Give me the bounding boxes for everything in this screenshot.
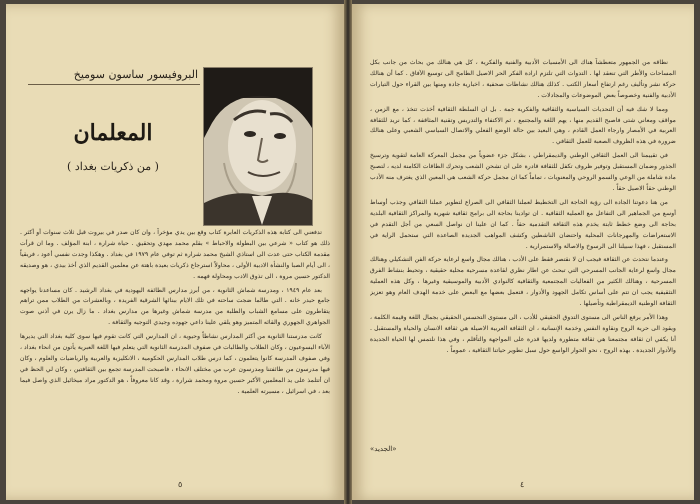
author-portrait-photo [203,67,313,226]
right-body-text [370,58,676,446]
paragraph: بعد عام ١٩٤٩ ، ومدرسة شماش الثانوية ، من أبرز مدارس الطائفة اليهودية في بغداد الرشيد . كان مساعدنا يواجهه جامع حيدر خانه . التي طالما ضجت ساحته في تلك الايام ببنائها الشرقية الفريدة ، وبالعشرات من الطلاب ممن تراهم يتقاطرون على مسامع الشباب والطلبة من مدرسة شماش وغيرها من مدارس بغداد . ما زال يرن في أذني صوت الجواهري الجهوري والقائه المتميز وهو يلقي علينا داعي جهوده وجيدي التوجيه والثقافة . [20,286,330,327]
page-number-right: ٤ [520,480,525,489]
article-subtitle: ( من ذكريات بغداد ) [67,160,159,173]
left-body-text [20,228,330,464]
paragraph: كانت مدرستنا الثانوية من أكثر المدارس نشاطاً وحيوية ، ان المدارس التي كانت تقوم فيها سوى كلية بغداد التي يديرها الآباء اليسوعيون ، وكان الطلاب والطالبات في صفوف المدرسة الثانوية التي يتعلم فيها اللغة العبرية يأتون من انحاء بغداد ، وفي صفوف المدرسة كانوا يتعلمون ، كما درس طلاب المدارس الحكومية ، الانكليزية والعربية والرياضيات والعلوم ، وكان فيها مدرسون من طائفتنا ومدرسون عرب من مختلف الانحاء ، فاصبحت المدرسة تجمع بين الثقافتين ، وكان لي الحظ في ان أتتلمذ على يد المعلمين الأكبر حسين مروة ومحمد شرارة ، وقد كانا معروفاً ، هو الدكتور مراد ميخائيل الذي واصل فيما بعد ، في اسرائيل ، مسيرته العلمية . [20,333,330,395]
paragraph: من هنا دعوتنا الجادة الى رؤية الحاجة الى التخطيط لعملنا الثقافي الى الصراع لتطوير عملنا الثقافي وجذب أوساط أوسع من الجماهير الى التفاعل مع العملية الثقافية . ان توادينا بحاجة الى برامج ثقافية شهرية والمراكز الثقافية البلدية بحاجة الى وضع خطط ثابتة يخدم هذه الثقافة التقدمية حقاً . كما ان علينا ان نواصل السعي من أجل التقدم في الاستعراضات والمهرجانات المحلية واحتضان الناشطين وكشف المواهب الجديدة الصاعدة التي ستحمل الراية في المستقبل ، فهذا سبيلنا الى الرسوخ والاصالة والاستمرارية . [370,198,676,250]
paragraph: وعندما نتحدث عن الثقافة فيجب ان لا نقتصر فقط على الأدب ، هنالك مجال واسع لرعاية حركة الفن التشكيلي وهنالك مجال واسع لرعاية الجانب المسرحي التي تبحث عن اطار نظري لقاعدة مسرحية محلية حقيقية ، وتحيط بنشاط الفرق المسرحية ، وهنالك الكثير من الفعاليات المجتمعية والثقافية كالنوادي الأدبية والموسيقية وغيرها ، وكل هذه العملية التثقيفية يجب ان تتم على أساس تكامل الجهود والأدوار ، فتعمل بعضها مع البعض على خدمة الهدف العام وهو تعزيز الثقافة الوطنية الديمقراطية وتأصيلها . [370,256,676,308]
left-page [6,4,344,500]
paragraph: تدفعني الى كتابة هذه الذكريات العابرة كتاب وقع بين يدي مؤخراً ، وان كان صدر في بيروت قبل ثلاث سنوات أو أكثر . ذلك هو كتاب « شرعي بين البطولة والاحباط » بقلم محمد مهدي وتحقيق . حياة شرارة ، ابنة المؤلف . وما ان قرأت مقدمة الكتاب حتى عدت الى استاذي الشيخ محمد شرارة ثم توفي عام ١٩٧٩ في بغداد . وهكذا وجدت نفسي أعود ، فريقياً ، الى أيام الصبا والنشأة الادبية الأولى ، محاولاً استرجاع ذكريات بعيدة باهتة عن معلمين القديم الذي أخذ بيدي ، هو وصديقه الدكتور حسين مروة ، الى تذوق الادب ومحاولة فهمه . [20,229,330,280]
paragraph: نطاقه من الجمهور متعطشاً هناك الى الأمسيات الأدبية والفنية والفكرية ، كل هي هنالك من بحاث من جانب بكل المساحات والأطر التي تنعقد لها . التدوات التي تلتزم ارادة الفكر الحر الاصيل الطامح الى توسيع الآفاق . كما أن هنالك حركة نشر وتأليف رغم ارتفاع أسعار الكتب . كذلك هنالك نشاطات صحفية ، اخبارية جادة ومنها بين القراء حول التيارات الأدبية والفنية وخصوصاً بعض الموضوعات والمجادلات . [370,59,676,99]
book-gutter [344,0,352,504]
author-name: البروفيسور ساسون سوميخ [73,68,198,81]
paragraph: ومما لا شك فيه أن التحديات السياسية والثقافية والفكرية جمة . بل ان السلطة الثقافية أخذت تتخذ ، مع الزمن ، مواقف ومعاني شتى فاصبح القديم منها ، يهم اللغة والمجتمع ، ثم الاكتفاء والتدريس وتقنية المثاقفة ، كما نريد للثقافة العربية في الأمصار وارجاء العمل القادم ، وهي البعيد بين حالة الوضع الفعلي والاتصال السياسي الشعبي وعلى هنالك ضرورة في هذه الظروف الصعبة للعمل الثقافي . [370,105,676,146]
paragraph: في تقييمنا الى العمل الثقافي الوطني والديمقراطي ، بشكل جزء عضوياً من مجمل المعركة العامة لتقوية وترسيخ الجذور وضمان المستقبل وتوفير ظروف تكفل للثقافة قادرة على ان تشحن الشعب وتحرك الطاقات الكامنة لديه ، لتصبح مادة شاملة من الوعي والسمو الروحي والمعنويات ، تماماً كما ان مجمل حركة الشعب هي المعين الذي يغترف منه الأدب الوطني حقاً الاصيل حقاً . [370,152,676,192]
article-title: المعلمان [73,120,153,146]
right-page [352,4,694,500]
portrait-illustration [204,68,312,225]
paragraph: وهذا الأمر يرفع الناس الى مستوى التدوق الحقيقي للأدب ، الى مستوى التحسس الحقيقي بجمال اللغة وقيمة الكلمة ، ويقود الى حرية الروح ونقاوة النفس وخدمة الإنسانية ، ان الثقافة العربية الاصيلة هي ثقافة الانسان والحياة والمستقبل . أنا يكفي ان ثقافة مجتمعنا هي ثقافة متطورة ولديها قدرة على المواجهة والتأقلم ، وفي هذا نلتمس لها الحياة الجديدة والأدوار الجديدة . بهذه الروح ، نحو الحوار الواسع حول سبل تطوير حياتنا الثقافية ، عموماً . [370,313,676,354]
divider-rule [28,84,200,85]
page-number-left: ٥ [178,480,183,489]
closing-signature: «الجديد» [370,445,397,453]
